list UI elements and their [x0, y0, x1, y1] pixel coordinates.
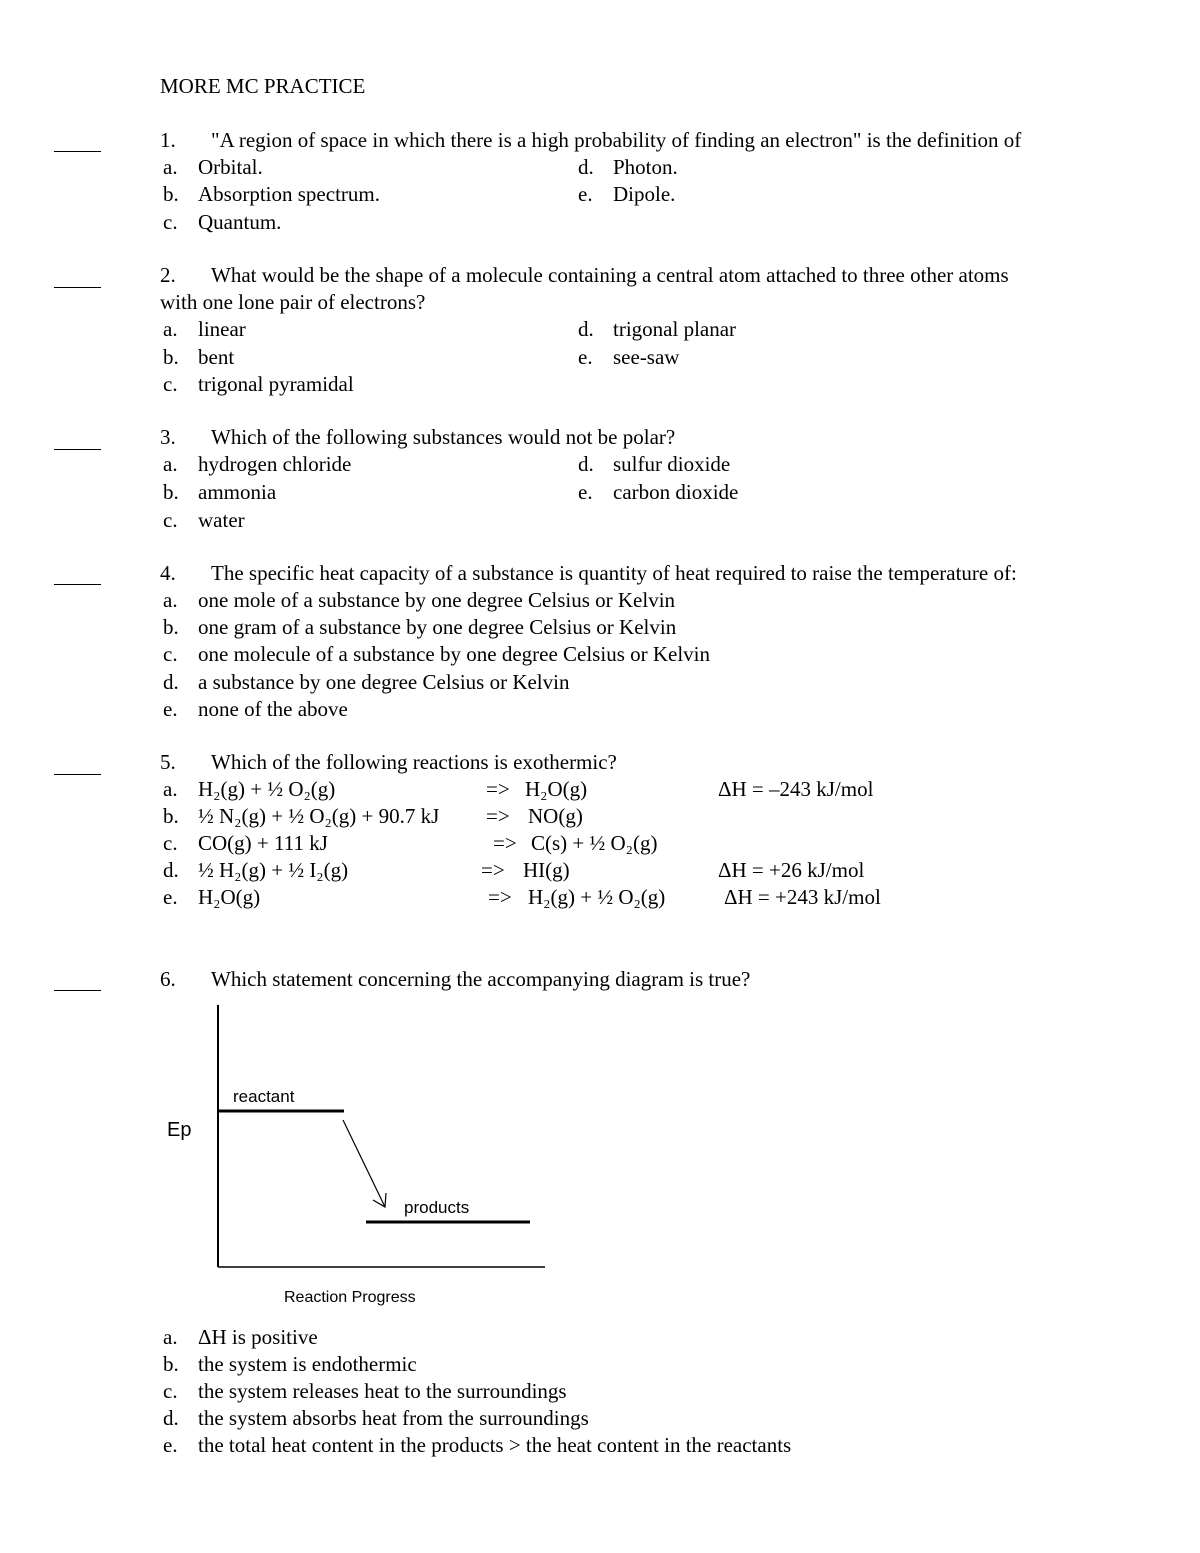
question-number: 3.: [160, 425, 176, 449]
question-stem: Which of the following substances would not be polar?: [211, 425, 676, 449]
option-letter: c.: [163, 642, 178, 666]
option-letter: d.: [163, 670, 179, 694]
option-letter: e.: [163, 885, 178, 909]
option-text: Absorption spectrum.: [198, 182, 380, 206]
option-text: one mole of a substance by one degree Celsius or Kelvin: [198, 588, 676, 612]
question-number: 4.: [160, 561, 176, 585]
option-text: hydrogen chloride: [198, 452, 352, 476]
option-letter: d.: [163, 858, 179, 882]
option-text: see-saw: [613, 345, 680, 369]
option-letter: a.: [163, 155, 178, 179]
option-text: Photon.: [613, 155, 678, 179]
question-number: 5.: [160, 750, 176, 774]
option-text: none of the above: [198, 697, 348, 721]
option-letter: d.: [578, 155, 594, 179]
option-letter: a.: [163, 452, 178, 476]
option-letter: e.: [163, 1433, 178, 1457]
option-text: ammonia: [198, 480, 277, 504]
option-text: bent: [198, 345, 235, 369]
option-letter: b.: [163, 345, 179, 369]
option-text: the system releases heat to the surroundings: [198, 1379, 567, 1403]
option-text: linear: [198, 317, 246, 341]
reactant-label: reactant: [233, 1087, 295, 1106]
option-text: trigonal planar: [613, 317, 737, 341]
option-text: one molecule of a substance by one degree Celsius or Kelvin: [198, 642, 711, 666]
option-letter: a.: [163, 777, 178, 801]
products-label: products: [404, 1198, 470, 1217]
option-letter: e.: [578, 480, 593, 504]
x-axis-label: Reaction Progress: [284, 1289, 416, 1306]
option-letter: a.: [163, 1325, 178, 1349]
option-letter: e.: [578, 182, 593, 206]
y-axis-label: Ep: [167, 1119, 192, 1141]
option-letter: c.: [163, 372, 178, 396]
reaction-reactants: CO(g) + 111 kJ: [198, 831, 328, 855]
option-text: trigonal pyramidal: [198, 372, 354, 396]
option-letter: b.: [163, 182, 179, 206]
option-letter: b.: [163, 804, 179, 828]
question-stem-continued: with one lone pair of electrons?: [160, 290, 426, 314]
option-text: the total heat content in the products > the heat content in the reactants: [198, 1433, 792, 1457]
option-text: one gram of a substance by one degree Celsius or Kelvin: [198, 615, 677, 639]
option-letter: b.: [163, 615, 179, 639]
page-title: MORE MC PRACTICE: [160, 74, 366, 98]
reaction-products: HI(g): [523, 858, 570, 882]
question-stem: The specific heat capacity of a substance is quantity of heat required to raise the temperature of:: [211, 561, 1017, 585]
option-text: the system is endothermic: [198, 1352, 417, 1376]
reaction-arrow: =>: [481, 858, 505, 882]
reaction-reactants: ½ H₂(g) + ½ I₂(g): [198, 858, 349, 882]
option-letter: e.: [163, 697, 178, 721]
reaction-products: NO(g): [528, 804, 583, 828]
reaction-products: C(s) + ½ O₂(g): [531, 831, 658, 855]
option-letter: c.: [163, 1379, 178, 1403]
option-letter: d.: [578, 317, 594, 341]
question-stem: Which statement concerning the accompanying diagram is true?: [211, 967, 751, 991]
reaction-reactants: ½ N₂(g) + ½ O₂(g) + 90.7 kJ: [198, 804, 440, 828]
question-number: 1.: [160, 128, 176, 152]
reaction-enthalpy: ΔH = +26 kJ/mol: [718, 858, 865, 882]
question-number: 2.: [160, 263, 176, 287]
reaction-enthalpy: ΔH = +243 kJ/mol: [724, 885, 881, 909]
option-text: a substance by one degree Celsius or Kelvin: [198, 670, 570, 694]
option-letter: c.: [163, 831, 178, 855]
option-text: Orbital.: [198, 155, 263, 179]
option-letter: a.: [163, 317, 178, 341]
option-letter: c.: [163, 210, 178, 234]
option-letter: a.: [163, 588, 178, 612]
option-text: the system absorbs heat from the surroundings: [198, 1406, 589, 1430]
option-text: ΔH is positive: [198, 1325, 318, 1349]
option-letter: d.: [578, 452, 594, 476]
question-stem: What would be the shape of a molecule containing a central atom attached to three other atoms: [211, 263, 1009, 287]
option-letter: b.: [163, 1352, 179, 1376]
option-text: sulfur dioxide: [613, 452, 731, 476]
reaction-reactants: H₂(g) + ½ O₂(g): [198, 777, 336, 801]
reaction-arrow: =>: [486, 777, 510, 801]
option-letter: d.: [163, 1406, 179, 1430]
question-stem: Which of the following reactions is exothermic?: [211, 750, 617, 774]
reaction-arrow: =>: [486, 804, 510, 828]
option-text: carbon dioxide: [613, 480, 739, 504]
option-text: Dipole.: [613, 182, 676, 206]
question-stem: "A region of space in which there is a high probability of finding an electron" is the definition of: [211, 128, 1022, 152]
reaction-reactants: H₂O(g): [198, 885, 261, 909]
option-text: water: [198, 508, 245, 532]
reaction-products: H₂(g) + ½ O₂(g): [528, 885, 666, 909]
reaction-enthalpy: ΔH = –243 kJ/mol: [718, 777, 874, 801]
option-letter: b.: [163, 480, 179, 504]
option-text: Quantum.: [198, 210, 282, 234]
reaction-arrow-line: [343, 1120, 385, 1207]
reaction-arrow: =>: [488, 885, 512, 909]
option-letter: e.: [578, 345, 593, 369]
option-letter: c.: [163, 508, 178, 532]
reaction-products: H₂O(g): [525, 777, 588, 801]
question-number: 6.: [160, 967, 176, 991]
reaction-arrow: =>: [493, 831, 517, 855]
